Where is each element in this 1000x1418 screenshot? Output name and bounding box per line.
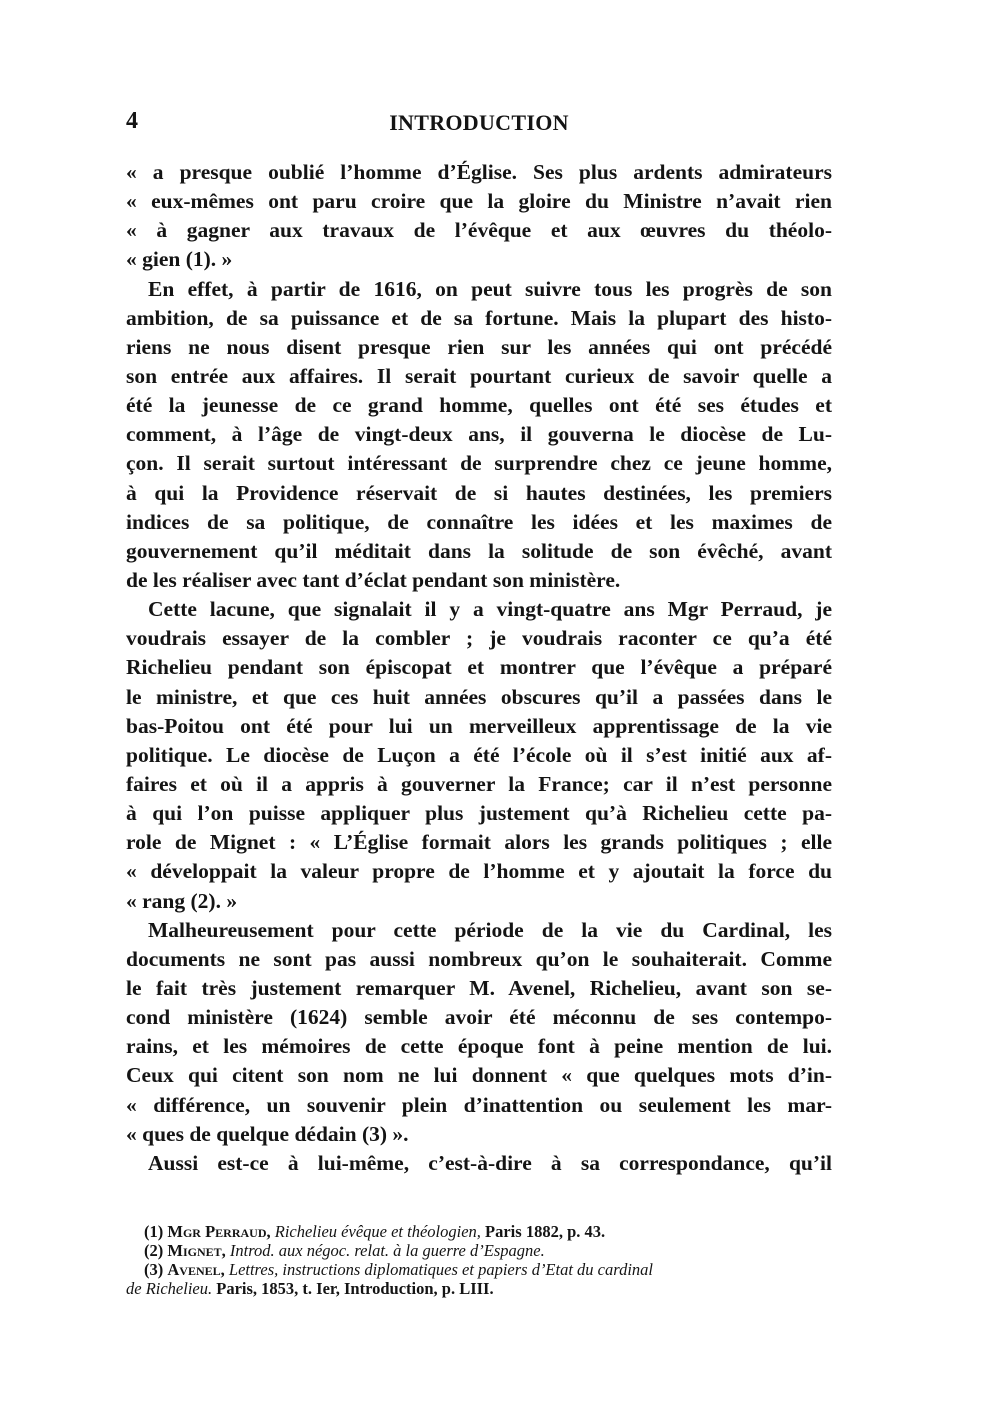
text-line: été la jeunesse de ce grand homme, quelles ont été ses études et bbox=[126, 393, 832, 418]
text-line: de les réaliser avec tant d’éclat pendant son ministère. bbox=[126, 567, 621, 592]
footnote-1 bbox=[126, 1222, 832, 1241]
footnote-author: Avenel, bbox=[167, 1260, 225, 1279]
text-line: Cette lacune, que signalait il y a vingt-quatre ans Mgr Perraud, je bbox=[148, 597, 832, 622]
text-line: Richelieu pendant son épiscopat et montrer que l’évêque a préparé bbox=[126, 655, 832, 680]
text-line: Ceux qui citent son nom ne lui donnent « que quelques mots d’in- bbox=[126, 1063, 832, 1088]
running-title: INTRODUCTION bbox=[389, 110, 569, 135]
text-line: à qui la Providence réservait de si hautes destinées, les premiers bbox=[126, 480, 832, 505]
text-line: « a presque oublié l’homme d’Église. Ses plus ardents admirateurs bbox=[126, 160, 832, 184]
text-line: à qui l’on puisse appliquer plus justement qu’à Richelieu cette pa- bbox=[126, 801, 832, 826]
footnote-title: Lettres, instructions diplomatiques et papiers d’Etat du cardinal bbox=[228, 1260, 653, 1279]
body-text bbox=[126, 158, 832, 1178]
page-number: 4 bbox=[126, 108, 138, 134]
text-line: role de Mignet : « L’Église formait alors les grands politiques ; elle bbox=[126, 830, 832, 855]
footnote-2 bbox=[126, 1241, 832, 1260]
text-line: En effet, à partir de 1616, on peut suivre tous les progrès de son bbox=[148, 276, 832, 301]
footnote-3-continued bbox=[126, 1279, 832, 1298]
text-line: bas-Poitou ont été pour lui un merveilleux apprentissage de la vie bbox=[126, 713, 832, 738]
text-line: gouvernement qu’il méditait dans la solitude de son évêché, avant bbox=[126, 538, 832, 563]
footnotes bbox=[126, 1222, 832, 1298]
text-line: indices de sa politique, de connaître les idées et les maximes de bbox=[126, 509, 832, 534]
page-header bbox=[126, 104, 832, 144]
footnote-ref: Paris 1882, p. 43. bbox=[485, 1222, 606, 1241]
footnote-title: de Richelieu. bbox=[126, 1279, 213, 1298]
footnote-author: Mignet, bbox=[167, 1241, 226, 1260]
text-line: çon. Il serait surtout intéressant de surprendre chez ce jeune homme, bbox=[126, 451, 832, 476]
text-line: « différence, un souvenir plein d’inattention ou seulement les mar- bbox=[126, 1092, 832, 1117]
footnote-title: Richelieu évêque et théologien, bbox=[274, 1222, 481, 1241]
text-line: le ministre, et que ces huit années obscures qu’il a passées dans le bbox=[126, 684, 832, 709]
footnote-number: (3) bbox=[144, 1260, 164, 1279]
footnote-number: (1) bbox=[144, 1222, 164, 1241]
text-line: « à gagner aux travaux de l’évêque et aux œuvres du théolo- bbox=[126, 218, 832, 243]
text-line: son entrée aux affaires. Il serait pourtant curieux de savoir quelle a bbox=[126, 363, 832, 388]
text-line: « rang (2). » bbox=[126, 888, 238, 913]
text-line: le fait très justement remarquer M. Avenel, Richelieu, avant son se- bbox=[126, 975, 832, 1000]
text-line: « eux-mêmes ont paru croire que la gloire du Ministre n’avait rien bbox=[126, 189, 832, 214]
text-line: documents ne sont pas aussi nombreux qu’on le souhaiterait. Comme bbox=[126, 946, 832, 971]
footnote-3 bbox=[126, 1260, 832, 1279]
text-line: ambition, de sa puissance et de sa fortune. Mais la plupart des histo- bbox=[126, 305, 832, 330]
footnote-title: Introd. aux négoc. relat. à la guerre d’Espagne. bbox=[229, 1241, 545, 1260]
text-line: « ques de quelque dédain (3) ». bbox=[126, 1121, 409, 1146]
text-line: riens ne nous disent presque rien sur les années qui ont précédé bbox=[126, 334, 832, 359]
text-line: Malheureusement pour cette période de la vie du Cardinal, les bbox=[148, 917, 832, 942]
text-line: voudrais essayer de la combler ; je voudrais raconter ce qu’a été bbox=[126, 626, 832, 651]
text-line: politique. Le diocèse de Luçon a été l’école où il s’est initié aux af- bbox=[126, 742, 832, 767]
text-line: Aussi est-ce à lui-même, c’est-à-dire à sa correspondance, qu’il bbox=[148, 1150, 832, 1175]
text-line: comment, à l’âge de vingt-deux ans, il gouverna le diocèse de Lu- bbox=[126, 422, 832, 447]
text-line: « gien (1). » bbox=[126, 247, 233, 272]
footnote-ref: Paris, 1853, t. Ier, Introduction, p. LIII. bbox=[216, 1279, 494, 1298]
text-line: faires et où il a appris à gouverner la France; car il n’est personne bbox=[126, 771, 832, 796]
text-line: rains, et les mémoires de cette époque font à peine mention de lui. bbox=[126, 1034, 832, 1059]
text-line: « développait la valeur propre de l’homme et y ajoutait la force du bbox=[126, 859, 832, 884]
footnote-author: Mgr Perraud, bbox=[167, 1222, 271, 1241]
footnote-number: (2) bbox=[144, 1241, 164, 1260]
text-line: cond ministère (1624) semble avoir été méconnu de ses contempo- bbox=[126, 1005, 832, 1030]
